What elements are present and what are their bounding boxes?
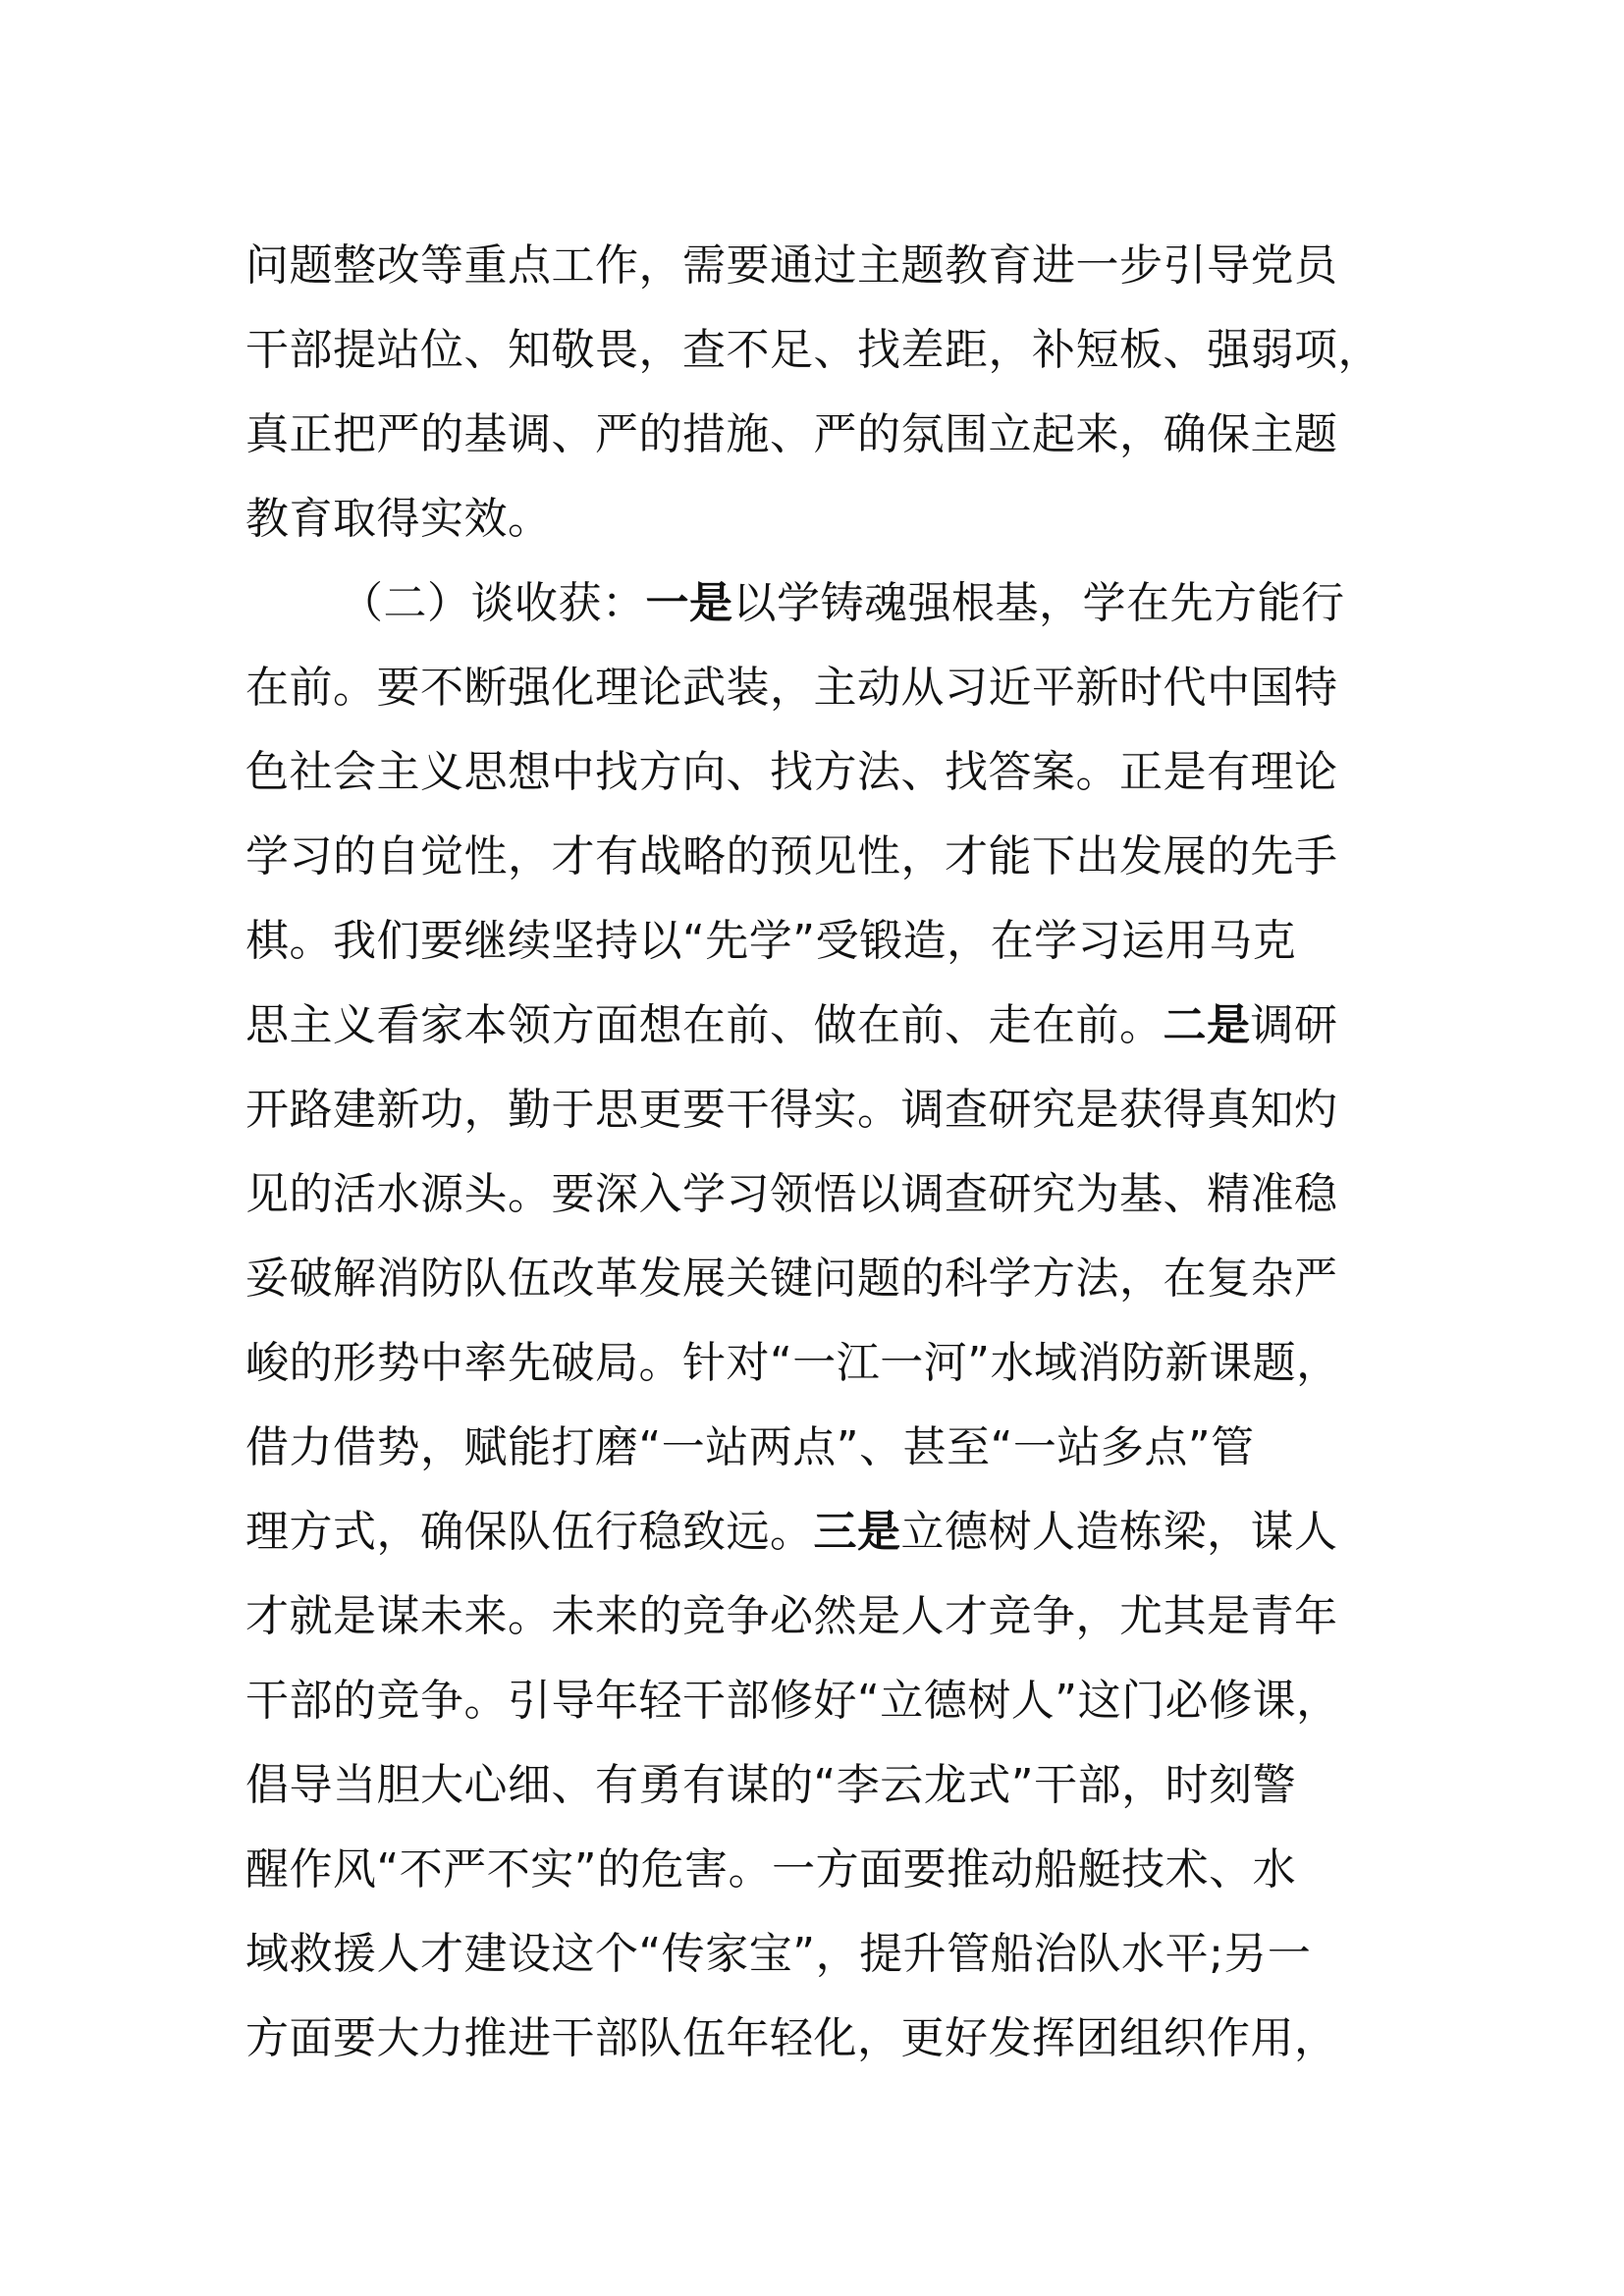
- text-segment: 妥破解消防队伍改革发展关键问题的科学方法，在复杂严: [245, 1254, 1338, 1304]
- text-segment: 峻的形势中率先破局。针对“一江一河”水域消防新课题，: [245, 1338, 1340, 1388]
- section-heading-line: [245, 561, 1394, 646]
- text-line: [245, 1659, 1394, 1743]
- text-line: [245, 1321, 1394, 1406]
- text-line: [245, 899, 1394, 984]
- section-label: （二）谈收获：: [340, 578, 646, 628]
- text-segment: 以学铸魂强根基，学在先方能行: [732, 578, 1345, 628]
- bold-point-marker: 一是: [645, 578, 733, 628]
- text-segment: 倡导当胆大心细、有勇有谋的“李云龙式”干部，时刻警: [245, 1760, 1297, 1810]
- text-line: [245, 1152, 1394, 1237]
- text-segment: 调研: [1250, 1000, 1338, 1050]
- text-segment: 域救援人才建设这个“传家宝”，提升管船治队水平;另一: [245, 1929, 1312, 1979]
- text-line: [245, 984, 1394, 1068]
- text-segment: 醒作风“不严不实”的危害。一方面要推动船艇技术、水: [245, 1844, 1297, 1895]
- text-line: [245, 1406, 1394, 1490]
- text-line: [245, 1068, 1394, 1152]
- text-segment: 色社会主义思想中找方向、找方法、找答案。正是有理论: [245, 747, 1338, 797]
- text-segment: 问题整改等重点工作，需要通过主题教育进一步引导党员: [245, 240, 1338, 291]
- text-segment: 才就是谋未来。未来的竞争必然是人才竞争，尤其是青年: [245, 1591, 1338, 1641]
- text-segment: 开路建新功，勤于思更要干得实。调查研究是获得真知灼: [245, 1085, 1338, 1135]
- text-line: [245, 730, 1394, 815]
- text-segment: 干部提站位、知敬畏，查不足、找差距，补短板、强弱项，: [245, 325, 1381, 375]
- text-segment: 在前。要不断强化理论武装，主动从习近平新时代中国特: [245, 663, 1338, 713]
- text-line: [245, 477, 1394, 561]
- text-line: [245, 1237, 1394, 1321]
- text-line: [245, 308, 1394, 393]
- text-segment: 思主义看家本领方面想在前、做在前、走在前。: [245, 1000, 1164, 1050]
- text-line: [245, 646, 1394, 730]
- text-segment: 教育取得实效。: [245, 494, 552, 544]
- text-segment: 方面要大力推进干部队伍年轻化，更好发挥团组织作用，: [245, 2013, 1338, 2063]
- text-segment: 棋。我们要继续坚持以“先学”受锻造，在学习运用马克: [245, 916, 1297, 966]
- text-line: [245, 393, 1394, 477]
- document-page: [245, 224, 1394, 2081]
- text-line: [245, 1575, 1394, 1659]
- text-line: [245, 1997, 1394, 2081]
- text-line: [245, 1743, 1394, 1828]
- text-line: [245, 1490, 1394, 1575]
- text-segment: 理方式，确保队伍行稳致远。: [245, 1507, 814, 1557]
- text-segment: 真正把严的基调、严的措施、严的氛围立起来，确保主题: [245, 409, 1338, 459]
- text-line: [245, 224, 1394, 308]
- bold-point-marker: 三是: [813, 1507, 901, 1557]
- text-line: [245, 1828, 1394, 1912]
- text-line: [245, 815, 1394, 899]
- bold-point-marker: 二是: [1163, 1000, 1251, 1050]
- text-segment: 借力借势，赋能打磨“一站两点”、甚至“一站多点”管: [245, 1422, 1255, 1472]
- text-line: [245, 1912, 1394, 1997]
- text-segment: 干部的竞争。引导年轻干部修好“立德树人”这门必修课，: [245, 1676, 1340, 1726]
- text-segment: 见的活水源头。要深入学习领悟以调查研究为基、精准稳: [245, 1169, 1338, 1219]
- text-segment: 立德树人造栋梁，谋人: [900, 1507, 1338, 1557]
- text-segment: 学习的自觉性，才有战略的预见性，才能下出发展的先手: [245, 831, 1338, 881]
